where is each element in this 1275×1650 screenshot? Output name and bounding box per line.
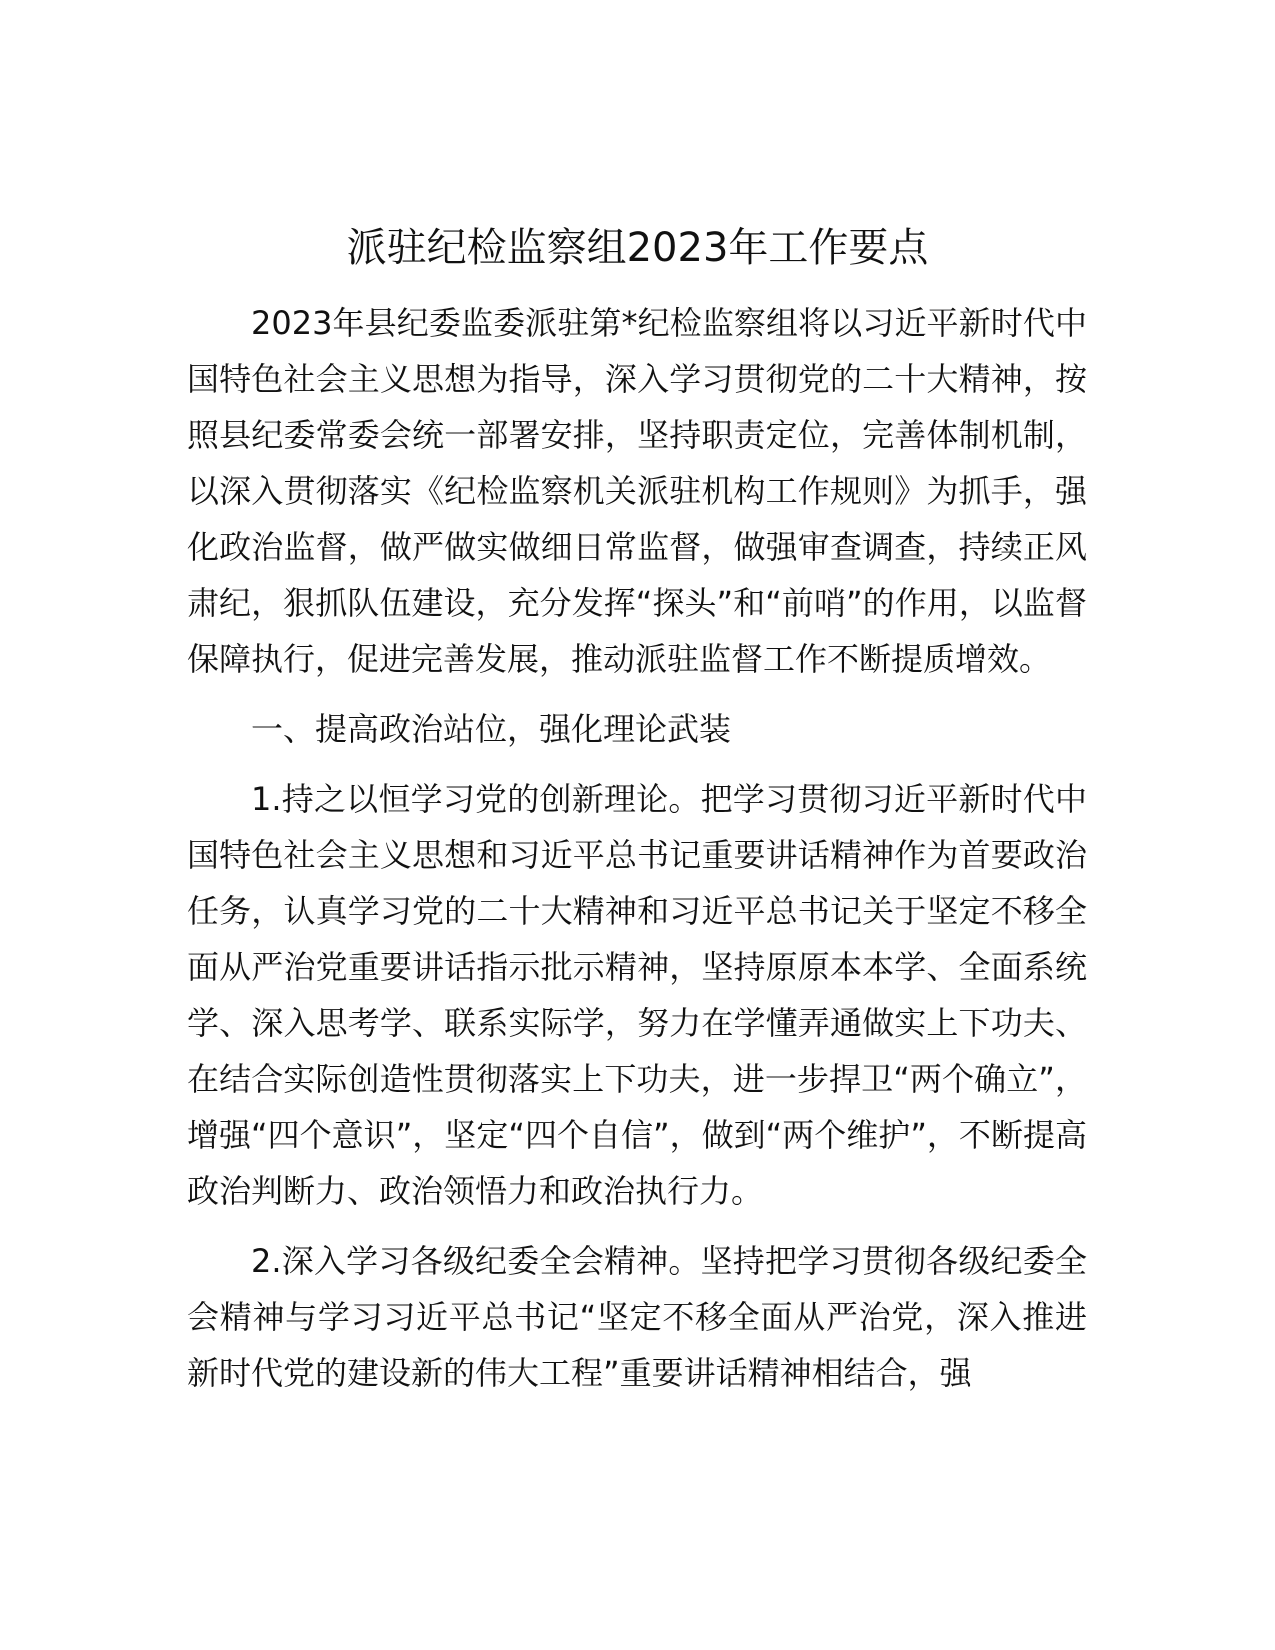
paragraph-item-2: 2.深入学习各级纪委全会精神。坚持把学习贯彻各级纪委全会精神与学习习近平总书记“坚定不移全面从严治党，深入推进新时代党的建设新的伟大工程”重要讲话精神相结合，强 xyxy=(187,1242,1087,1392)
paragraph-intro: 2023年县纪委监委派驻第*纪检监察组将以习近平新时代中国特色社会主义思想为指导，深入学习贯彻党的二十大精神，按照县纪委常委会统一部署安排，坚持职责定位，完善体制机制，以深入贯彻落实《纪检监察机关派驻机构工作规则》为抓手，强化政治监督，做严做实做细日常监督，做强审查调查，持续正风肃纪，狠抓队伍建设，充分发挥“探头”和“前哨”的作用，以监督保障执行，促进完善发展，推动派驻监督工作不断提质增效。 xyxy=(187,304,1087,678)
paragraph-item-1: 1.持之以恒学习党的创新理论。把学习贯彻习近平新时代中国特色社会主义思想和习近平总书记重要讲话精神作为首要政治任务，认真学习党的二十大精神和习近平总书记关于坚定不移全面从严治党重要讲话指示批示精神，坚持原原本本学、全面系统学、深入思考学、联系实际学，努力在学懂弄通做实上下功夫、在结合实际创造性贯彻落实上下功夫，进一步捍卫“两个确立”，增强“四个意识”，坚定“四个自信”，做到“两个维护”，不断提高政治判断力、政治领悟力和政治执行力。 xyxy=(187,780,1087,1210)
document-title: 派驻纪检监察组2023年工作要点 xyxy=(346,225,929,271)
section-heading-1: 一、提高政治站位，强化理论武装 xyxy=(251,710,732,748)
document-body xyxy=(187,295,1087,1401)
